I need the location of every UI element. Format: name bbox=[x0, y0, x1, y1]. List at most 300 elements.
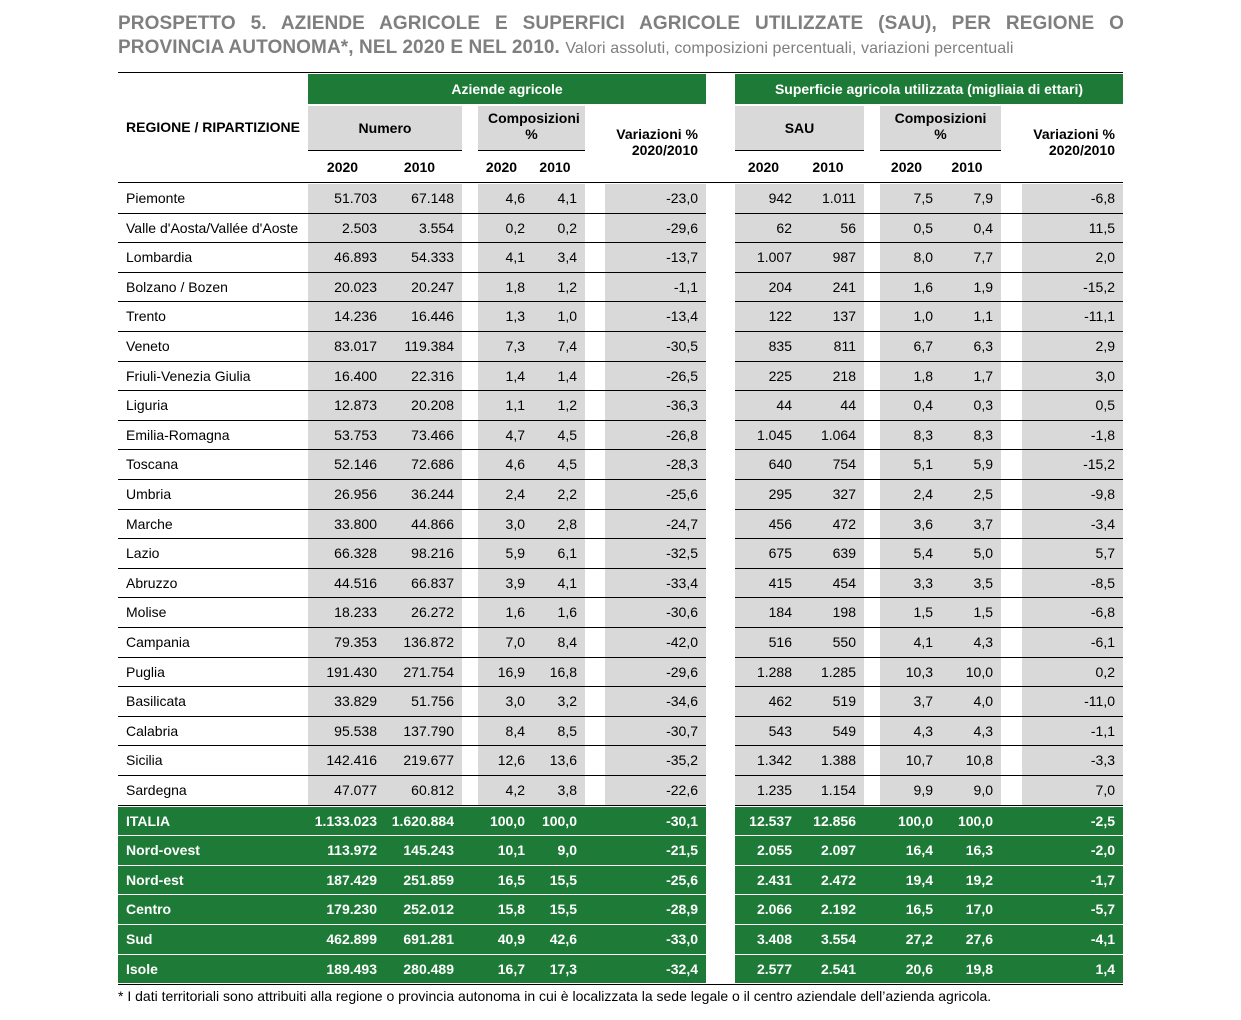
table-cell: 271.754 bbox=[385, 658, 462, 687]
table-cell: 95.538 bbox=[308, 717, 385, 746]
table-cell: 83.017 bbox=[308, 332, 385, 361]
table-cell: 5,1 bbox=[880, 450, 941, 479]
table-cell: 0,3 bbox=[941, 391, 1001, 420]
table-cell: 137 bbox=[800, 302, 864, 331]
table-cell: 5,4 bbox=[880, 539, 941, 568]
table-cell: -26,5 bbox=[605, 362, 706, 391]
table-cell: 79.353 bbox=[308, 628, 385, 657]
table-cell: -30,5 bbox=[605, 332, 706, 361]
table-cell: 1,5 bbox=[880, 598, 941, 627]
table-cell: -1,1 bbox=[605, 273, 706, 302]
table-cell: 1.388 bbox=[800, 746, 864, 775]
table-cell: 0,5 bbox=[1022, 391, 1123, 420]
total-cell: 27,6 bbox=[965, 931, 993, 947]
table-cell: 1,7 bbox=[941, 362, 1001, 391]
total-cell: -21,5 bbox=[666, 842, 698, 859]
table-cell: 2,2 bbox=[533, 480, 585, 509]
total-cell: 9,0 bbox=[557, 842, 577, 859]
table-cell: -15,2 bbox=[1022, 450, 1123, 479]
table-cell: 7,3 bbox=[478, 332, 533, 361]
table-cell: 1,2 bbox=[533, 391, 585, 420]
table-cell: 22.316 bbox=[385, 362, 462, 391]
table-cell: 4,5 bbox=[533, 421, 585, 450]
table-cell: 1,1 bbox=[478, 391, 533, 420]
total-cell: -5,7 bbox=[1090, 901, 1115, 918]
table-cell: 119.384 bbox=[385, 332, 462, 361]
table-cell: 98.216 bbox=[385, 539, 462, 568]
table-cell: 0,2 bbox=[478, 214, 533, 243]
table-cell: 13,6 bbox=[533, 746, 585, 775]
table-cell: 1.011 bbox=[800, 184, 864, 213]
table-cell: 7,9 bbox=[941, 184, 1001, 213]
group-header-aziende: Aziende agricole bbox=[308, 74, 706, 104]
table-cell: 3,9 bbox=[478, 569, 533, 598]
group-header-superficie: Superficie agricola utilizzata (migliaia di ettari) bbox=[735, 74, 1123, 104]
total-row-label: ITALIA bbox=[126, 812, 171, 829]
table-cell: 295 bbox=[735, 480, 800, 509]
total-cell: 15,5 bbox=[549, 901, 577, 918]
total-cell: 691.281 bbox=[403, 931, 454, 947]
table-cell: -25,6 bbox=[605, 480, 706, 509]
total-cell: 100,0 bbox=[957, 812, 993, 829]
total-cell: 17,0 bbox=[965, 901, 993, 918]
row-label: Liguria bbox=[126, 397, 169, 414]
total-cell: 1.133.023 bbox=[314, 812, 377, 829]
table-cell: 4,1 bbox=[533, 184, 585, 213]
row-label: Emilia-Romagna bbox=[126, 426, 230, 443]
total-cell: 187.429 bbox=[326, 871, 377, 888]
total-cell: 1.620.884 bbox=[391, 812, 454, 829]
table-cell: -6,8 bbox=[1022, 598, 1123, 627]
table-cell: 7,4 bbox=[533, 332, 585, 361]
table-cell: 7,7 bbox=[941, 243, 1001, 272]
row-label: Veneto bbox=[126, 338, 170, 354]
table-cell: 12,6 bbox=[478, 746, 533, 775]
row-label: Friuli-Venezia Giulia bbox=[126, 367, 251, 384]
title-main: PROSPETTO 5. AZIENDE AGRICOLE E SUPERFICI AGRICOLE UTILIZZATE (SAU), PER REGIONE O PROVINCIA AUTONOMA*, NEL 2020 E NEL 2010. bbox=[118, 13, 1124, 58]
total-cell: 2.055 bbox=[756, 842, 792, 859]
row-label: Lombardia bbox=[126, 249, 193, 266]
table-cell: 835 bbox=[735, 332, 800, 361]
table-cell: 1,6 bbox=[533, 598, 585, 627]
table-cell: 472 bbox=[800, 510, 864, 539]
table-cell: 1.288 bbox=[735, 658, 800, 687]
table-cell: 519 bbox=[800, 687, 864, 716]
header-sau: SAU bbox=[735, 106, 864, 150]
total-cell: 12.537 bbox=[749, 812, 792, 829]
table-cell: 16,9 bbox=[478, 658, 533, 687]
subheader-rule bbox=[308, 150, 462, 151]
table-cell: 12.873 bbox=[308, 391, 385, 420]
table-cell: 66.837 bbox=[385, 569, 462, 598]
header-composizioni-2: Composizioni % bbox=[880, 106, 1001, 150]
table-cell: 1,6 bbox=[880, 273, 941, 302]
table-cell: 6,1 bbox=[533, 539, 585, 568]
table-cell: 639 bbox=[800, 539, 864, 568]
table-cell: 26.956 bbox=[308, 480, 385, 509]
table-cell: 137.790 bbox=[385, 717, 462, 746]
table-cell: 51.756 bbox=[385, 687, 462, 716]
table-cell: 3,2 bbox=[533, 687, 585, 716]
subheader-rule bbox=[735, 150, 864, 151]
total-cell: 3.554 bbox=[820, 931, 856, 947]
table-cell: -34,6 bbox=[605, 687, 706, 716]
table-cell: 66.328 bbox=[308, 539, 385, 568]
table-cell: -6,1 bbox=[1022, 628, 1123, 657]
table-cell: -24,7 bbox=[605, 510, 706, 539]
total-cell: 16,3 bbox=[965, 842, 993, 859]
table-cell: 1,8 bbox=[478, 273, 533, 302]
table-cell: -15,2 bbox=[1022, 273, 1123, 302]
total-cell: 40,9 bbox=[497, 931, 525, 947]
table-cell: -9,8 bbox=[1022, 480, 1123, 509]
total-cell: 179.230 bbox=[326, 901, 377, 918]
row-label: Toscana bbox=[126, 456, 179, 473]
table-cell: 3,6 bbox=[880, 510, 941, 539]
table-cell: 241 bbox=[800, 273, 864, 302]
header-variazioni-1: Variazioni % 2020/2010 bbox=[616, 126, 698, 158]
table-cell: 3,5 bbox=[941, 569, 1001, 598]
total-cell: 10,1 bbox=[497, 842, 525, 859]
table-cell: 8,0 bbox=[880, 243, 941, 272]
table-cell: 5,9 bbox=[478, 539, 533, 568]
table-cell: 11,5 bbox=[1022, 214, 1123, 243]
table-cell: 3,0 bbox=[478, 510, 533, 539]
header-year-2010: 2010 bbox=[951, 159, 983, 175]
table-cell: 3,8 bbox=[533, 776, 585, 805]
table-cell: 1.045 bbox=[735, 421, 800, 450]
table-cell: 3,7 bbox=[880, 687, 941, 716]
top-rule bbox=[118, 72, 1123, 73]
row-label: Lazio bbox=[126, 545, 160, 562]
row-label: Marche bbox=[126, 515, 173, 532]
row-label: Abruzzo bbox=[126, 574, 178, 591]
table-cell: 4,2 bbox=[478, 776, 533, 805]
row-label: Piemonte bbox=[126, 190, 186, 206]
table-cell: 16.446 bbox=[385, 302, 462, 331]
table-cell: 0,2 bbox=[533, 214, 585, 243]
table-cell: 754 bbox=[800, 450, 864, 479]
table-cell: 142.416 bbox=[308, 746, 385, 775]
header-year-2010: 2010 bbox=[812, 159, 844, 175]
total-cell: 19,4 bbox=[905, 871, 933, 888]
total-cell: 2.066 bbox=[756, 901, 792, 918]
table-cell: 8,4 bbox=[478, 717, 533, 746]
table-cell: -33,4 bbox=[605, 569, 706, 598]
total-cell: -1,7 bbox=[1090, 871, 1115, 888]
table-cell: 4,3 bbox=[941, 717, 1001, 746]
table-cell: 942 bbox=[735, 184, 800, 213]
table-cell: 5,7 bbox=[1022, 539, 1123, 568]
table-cell: 0,4 bbox=[880, 391, 941, 420]
total-cell: 1,4 bbox=[1095, 960, 1115, 977]
table-cell: 198 bbox=[800, 598, 864, 627]
total-row-label: Sud bbox=[126, 931, 153, 947]
subheader-rule bbox=[880, 150, 1001, 151]
table-cell: -22,6 bbox=[605, 776, 706, 805]
total-cell: -33,0 bbox=[666, 931, 698, 947]
table-cell: 0,4 bbox=[941, 214, 1001, 243]
table-cell: 2,9 bbox=[1022, 332, 1123, 361]
header-bottom-rule bbox=[118, 182, 1123, 183]
table-cell: 20.208 bbox=[385, 391, 462, 420]
table-cell: 51.703 bbox=[308, 184, 385, 213]
row-label: Valle d'Aosta/Vallée d'Aoste bbox=[126, 219, 299, 236]
table-cell: 0,5 bbox=[880, 214, 941, 243]
table-cell: 1,8 bbox=[880, 362, 941, 391]
table-cell: 8,4 bbox=[533, 628, 585, 657]
table-cell: 8,3 bbox=[941, 421, 1001, 450]
table-cell: 44 bbox=[735, 391, 800, 420]
header-variazioni-2: Variazioni % 2020/2010 bbox=[1033, 126, 1115, 158]
table-cell: 20.247 bbox=[385, 273, 462, 302]
total-row-label: Isole bbox=[126, 960, 158, 977]
table-cell: -11,1 bbox=[1022, 302, 1123, 331]
table-cell: 4,7 bbox=[478, 421, 533, 450]
table-cell: -13,7 bbox=[605, 243, 706, 272]
header-year-2020: 2020 bbox=[890, 159, 923, 175]
table-cell: 543 bbox=[735, 717, 800, 746]
table-cell: 549 bbox=[800, 717, 864, 746]
table-cell: 1,0 bbox=[533, 302, 585, 331]
table-cell: 184 bbox=[735, 598, 800, 627]
table-cell: 1,1 bbox=[941, 302, 1001, 331]
table-cell: 3.554 bbox=[385, 214, 462, 243]
total-cell: 280.489 bbox=[403, 960, 454, 977]
table-cell: 1.342 bbox=[735, 746, 800, 775]
total-cell: 145.243 bbox=[403, 842, 454, 859]
total-cell: 17,3 bbox=[549, 960, 577, 977]
table-cell: 4,1 bbox=[533, 569, 585, 598]
table-cell: 136.872 bbox=[385, 628, 462, 657]
table-cell: -3,4 bbox=[1022, 510, 1123, 539]
total-cell: 19,8 bbox=[965, 960, 993, 977]
total-row-label: Nord-ovest bbox=[126, 842, 200, 859]
table-cell: 1,0 bbox=[880, 302, 941, 331]
table-cell: 5,9 bbox=[941, 450, 1001, 479]
table-cell: 1,5 bbox=[941, 598, 1001, 627]
table-cell: 4,0 bbox=[941, 687, 1001, 716]
row-label: Sicilia bbox=[126, 752, 163, 769]
table-cell: -1,1 bbox=[1022, 717, 1123, 746]
table-cell: 987 bbox=[800, 243, 864, 272]
table-cell: 10,3 bbox=[880, 658, 941, 687]
total-row-label: Nord-est bbox=[126, 871, 184, 888]
table-cell: -32,5 bbox=[605, 539, 706, 568]
table-cell: 4,1 bbox=[478, 243, 533, 272]
title-subtitle: Valori assoluti, composizioni percentuali, variazioni percentuali bbox=[565, 40, 1014, 57]
table-cell: 67.148 bbox=[385, 184, 462, 213]
table-cell: 462 bbox=[735, 687, 800, 716]
table-cell: 16.400 bbox=[308, 362, 385, 391]
total-cell: 12.856 bbox=[813, 812, 856, 829]
table-cell: 1.154 bbox=[800, 776, 864, 805]
table-cell: 225 bbox=[735, 362, 800, 391]
total-cell: 252.012 bbox=[403, 901, 454, 918]
table-cell: 4,6 bbox=[478, 184, 533, 213]
total-cell: 42,6 bbox=[549, 931, 577, 947]
header-year-2010: 2010 bbox=[539, 159, 571, 175]
total-cell: 2.472 bbox=[820, 871, 856, 888]
table-cell: 4,1 bbox=[880, 628, 941, 657]
total-cell: 113.972 bbox=[327, 842, 377, 859]
table-cell: 36.244 bbox=[385, 480, 462, 509]
total-cell: 27,2 bbox=[905, 931, 933, 947]
table-cell: 44 bbox=[800, 391, 864, 420]
table-cell: 7,0 bbox=[478, 628, 533, 657]
table-cell: 33.800 bbox=[308, 510, 385, 539]
row-label: Bolzano / Bozen bbox=[126, 278, 228, 295]
total-cell: 16,7 bbox=[497, 960, 525, 977]
table-cell: -28,3 bbox=[605, 450, 706, 479]
table-cell: 675 bbox=[735, 539, 800, 568]
table-cell: 3,4 bbox=[533, 243, 585, 272]
table-cell: 52.146 bbox=[308, 450, 385, 479]
total-cell: -32,4 bbox=[666, 960, 698, 977]
total-cell: 19,2 bbox=[965, 871, 993, 888]
table-cell: 44.866 bbox=[385, 510, 462, 539]
table-cell: 550 bbox=[800, 628, 864, 657]
table-cell: -8,5 bbox=[1022, 569, 1123, 598]
table-cell: 456 bbox=[735, 510, 800, 539]
table-cell: 10,0 bbox=[941, 658, 1001, 687]
total-cell: -2,0 bbox=[1090, 842, 1115, 859]
table-cell: -1,8 bbox=[1022, 421, 1123, 450]
table-cell: 8,3 bbox=[880, 421, 941, 450]
table-cell: 218 bbox=[800, 362, 864, 391]
total-cell: 3.408 bbox=[756, 931, 792, 947]
table-cell: 3,7 bbox=[941, 510, 1001, 539]
table-cell: 7,0 bbox=[1022, 776, 1123, 805]
table-cell: 72.686 bbox=[385, 450, 462, 479]
total-cell: 251.859 bbox=[403, 871, 454, 888]
table-cell: 3,3 bbox=[880, 569, 941, 598]
table-cell: 20.023 bbox=[308, 273, 385, 302]
header-year-2020: 2020 bbox=[326, 159, 359, 175]
subheader-rule bbox=[478, 150, 585, 151]
table-cell: 9,9 bbox=[880, 776, 941, 805]
table-cell: 9,0 bbox=[941, 776, 1001, 805]
row-label: Calabria bbox=[126, 722, 179, 739]
table-cell: 10,7 bbox=[880, 746, 941, 775]
table-cell: -42,0 bbox=[605, 628, 706, 657]
table-cell: 56 bbox=[800, 214, 864, 243]
table-cell: 4,6 bbox=[478, 450, 533, 479]
table-cell: 1,4 bbox=[478, 362, 533, 391]
table-cell: 47.077 bbox=[308, 776, 385, 805]
total-cell: 15,8 bbox=[497, 901, 525, 918]
row-label: Sardegna bbox=[126, 782, 187, 798]
total-cell: 100,0 bbox=[897, 812, 933, 829]
table-cell: 0,2 bbox=[1022, 658, 1123, 687]
table-cell: 6,3 bbox=[941, 332, 1001, 361]
table-cell: -36,3 bbox=[605, 391, 706, 420]
table-cell: 327 bbox=[800, 480, 864, 509]
total-cell: 20,6 bbox=[905, 960, 933, 977]
table-cell: -3,3 bbox=[1022, 746, 1123, 775]
table-cell: 1,2 bbox=[533, 273, 585, 302]
header-numero: Numero bbox=[308, 106, 462, 150]
table-cell: 2,5 bbox=[941, 480, 1001, 509]
table-cell: -13,4 bbox=[605, 302, 706, 331]
table-cell: 18.233 bbox=[308, 598, 385, 627]
total-cell: 16,5 bbox=[905, 901, 933, 918]
row-label: Puglia bbox=[126, 663, 165, 680]
table-cell: 4,3 bbox=[880, 717, 941, 746]
total-cell: 2.097 bbox=[820, 842, 856, 859]
table-cell: -35,2 bbox=[605, 746, 706, 775]
table-cell: 73.466 bbox=[385, 421, 462, 450]
table-cell: 3,0 bbox=[1022, 362, 1123, 391]
table-cell: 8,5 bbox=[533, 717, 585, 746]
table-cell: 516 bbox=[735, 628, 800, 657]
total-cell: 16,4 bbox=[905, 842, 933, 859]
total-cell: -4,1 bbox=[1090, 931, 1115, 947]
total-cell: 100,0 bbox=[489, 812, 525, 829]
table-cell: 415 bbox=[735, 569, 800, 598]
table-cell: 640 bbox=[735, 450, 800, 479]
total-cell: 2.577 bbox=[756, 960, 792, 977]
total-cell: -28,9 bbox=[666, 901, 698, 918]
table-cell: 1,6 bbox=[478, 598, 533, 627]
header-year-2010: 2010 bbox=[403, 159, 436, 175]
total-cell: -2,5 bbox=[1090, 812, 1115, 829]
table-cell: 2,4 bbox=[478, 480, 533, 509]
table-cell: 1.285 bbox=[800, 658, 864, 687]
table-cell: -29,6 bbox=[605, 658, 706, 687]
total-cell: 2.541 bbox=[820, 960, 856, 977]
row-label: Campania bbox=[126, 634, 190, 650]
table-cell: -30,7 bbox=[605, 717, 706, 746]
table-cell: 7,5 bbox=[880, 184, 941, 213]
total-cell: 2.192 bbox=[820, 901, 856, 918]
table-cell: 16,8 bbox=[533, 658, 585, 687]
table-cell: 26.272 bbox=[385, 598, 462, 627]
row-label: Trento bbox=[126, 308, 166, 325]
table-cell: 60.812 bbox=[385, 776, 462, 805]
table-cell: 1.007 bbox=[735, 243, 800, 272]
table-cell: 4,3 bbox=[941, 628, 1001, 657]
table-cell: 3,0 bbox=[478, 687, 533, 716]
table-cell: 33.829 bbox=[308, 687, 385, 716]
table-bottom-rule bbox=[118, 984, 1123, 985]
table-cell: 191.430 bbox=[308, 658, 385, 687]
header-composizioni-1: Composizioni % bbox=[478, 106, 585, 150]
total-cell: 2.431 bbox=[756, 871, 792, 888]
table-cell: 2,8 bbox=[533, 510, 585, 539]
table-cell: 1,4 bbox=[533, 362, 585, 391]
total-cell: -30,1 bbox=[666, 812, 698, 829]
table-cell: 54.333 bbox=[385, 243, 462, 272]
table-cell: -30,6 bbox=[605, 598, 706, 627]
table-cell: 2,0 bbox=[1022, 243, 1123, 272]
table-cell: 53.753 bbox=[308, 421, 385, 450]
table-cell: 46.893 bbox=[308, 243, 385, 272]
row-label: Umbria bbox=[126, 486, 172, 502]
table-cell: 4,5 bbox=[533, 450, 585, 479]
table-cell: 62 bbox=[735, 214, 800, 243]
table-cell: 1,9 bbox=[941, 273, 1001, 302]
table-cell: 2,4 bbox=[880, 480, 941, 509]
table-cell: 1.235 bbox=[735, 776, 800, 805]
row-label: Molise bbox=[126, 604, 167, 621]
table-cell: 454 bbox=[800, 569, 864, 598]
table-cell: -29,6 bbox=[605, 214, 706, 243]
table-cell: 44.516 bbox=[308, 569, 385, 598]
total-cell: 189.493 bbox=[326, 960, 377, 977]
footnote: * I dati territoriali sono attribuiti alla regione o provincia autonoma in cui è localizzata la sede legale o il centro aziendale dell’azienda agricola. bbox=[118, 988, 992, 1004]
header-region: REGIONE / RIPARTIZIONE bbox=[126, 119, 300, 135]
